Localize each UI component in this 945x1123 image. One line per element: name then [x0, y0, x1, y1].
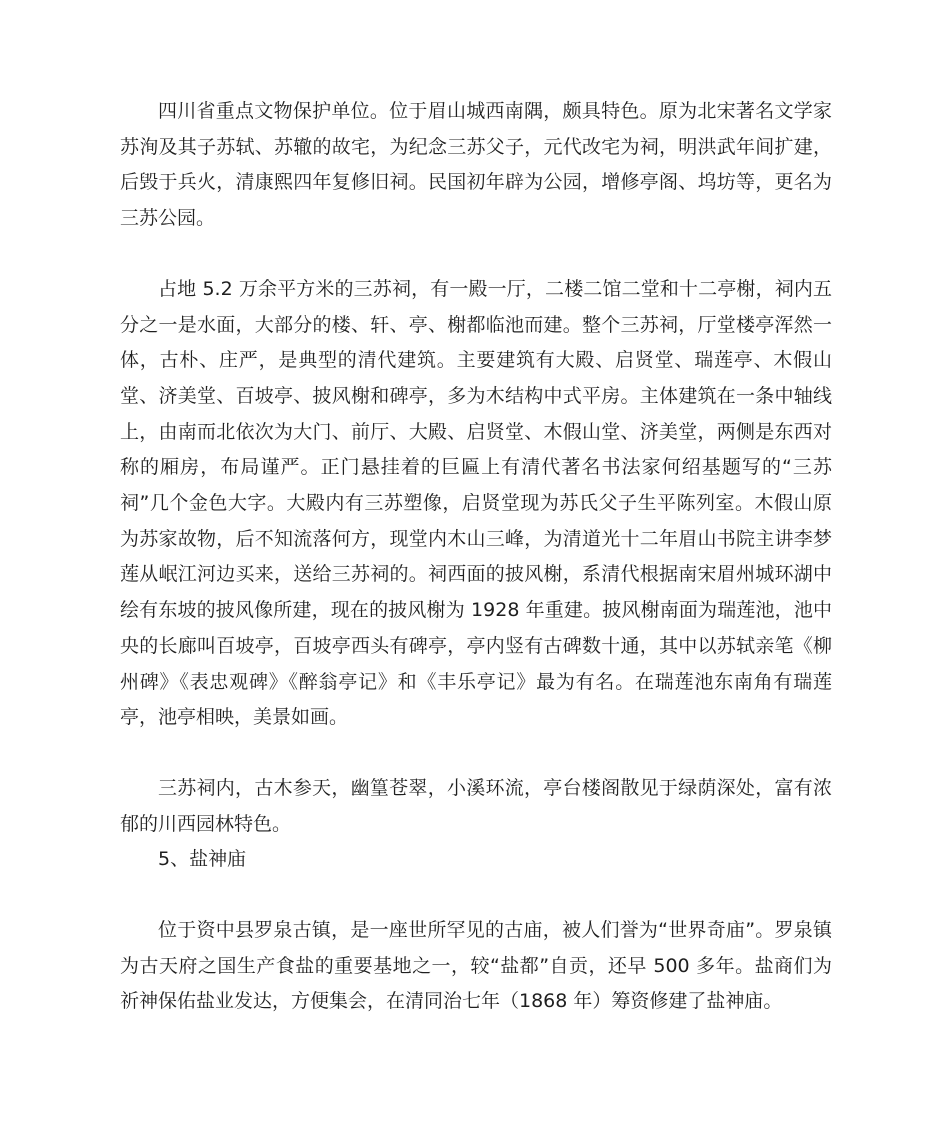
paragraph-salt-temple: 位于资中县罗泉古镇，是一座世所罕见的古庙，被人们誉为“世界奇庙”。罗泉镇为古天府之国生产食盐的重要基地之一，较“盐都”自贡，还早 500 多年。盐商们为祈神保佑盐业发达，方便集会，在清同治七年（1868 年）筹资修建了盐神庙。: [120, 919, 832, 1013]
section-heading-salt-temple: 5、盐神庙: [158, 848, 247, 871]
paragraph-sansu-architecture: 占地 5.2 万余平方米的三苏祠，有一殿一厅，二楼二馆二堂和十二亭榭，祠内五分之一是水面，大部分的楼、轩、亭、榭都临池而建。整个三苏祠，厅堂楼亭浑然一体，古朴、庄严，是典型的清代建筑。主要建筑有大殿、启贤堂、瑞莲亭、木假山堂、济美堂、百坡亭、披风榭和碑亭，多为木结构中式平房。主体建筑在一条中轴线上，由南而北依次为大门、前厅、大殿、启贤堂、木假山堂、济美堂，两侧是东西对称的厢房，布局谨严。正门悬挂着的巨匾上有清代著名书法家何绍基题写的“三苏祠”几个金色大字。大殿内有三苏塑像，启贤堂现为苏氏父子生平陈列室。木假山原为苏家故物，后不知流落何方，现堂内木山三峰，为清道光十二年眉山书院主讲李梦莲从岷江河边买来，送给三苏祠的。祠西面的披风榭，系清代根据南宋眉州城环湖中绘有东坡的披风像所建，现在的披风榭为 1928 年重建。披风榭南面为瑞莲池，池中央的长廊叫百坡亭，百坡亭西头有碑亭，亭内竖有古碑数十通，其中以苏轼亲笔《柳州碑》《表忠观碑》《醉翁亭记》和《丰乐亭记》最为有名。在瑞莲池东南角有瑞莲亭，池亭相映，美景如画。: [120, 277, 832, 729]
paragraph-sansu-intro: 四川省重点文物保护单位。位于眉山城西南隅，颇具特色。原为北宋著名文学家苏洵及其子苏轼、苏辙的故宅，为纪念三苏父子，元代改宅为祠，明洪武年间扩建，后毁于兵火，清康熙四年复修旧祠。民国初年辟为公园，增修亭阁、坞坊等，更名为三苏公园。: [120, 100, 832, 230]
paragraph-sansu-garden: 三苏祠内，古木参天，幽篁苍翠，小溪环流，亭台楼阁散见于绿荫深处，富有浓郁的川西园林特色。: [120, 776, 832, 835]
document-body: [120, 94, 832, 1020]
